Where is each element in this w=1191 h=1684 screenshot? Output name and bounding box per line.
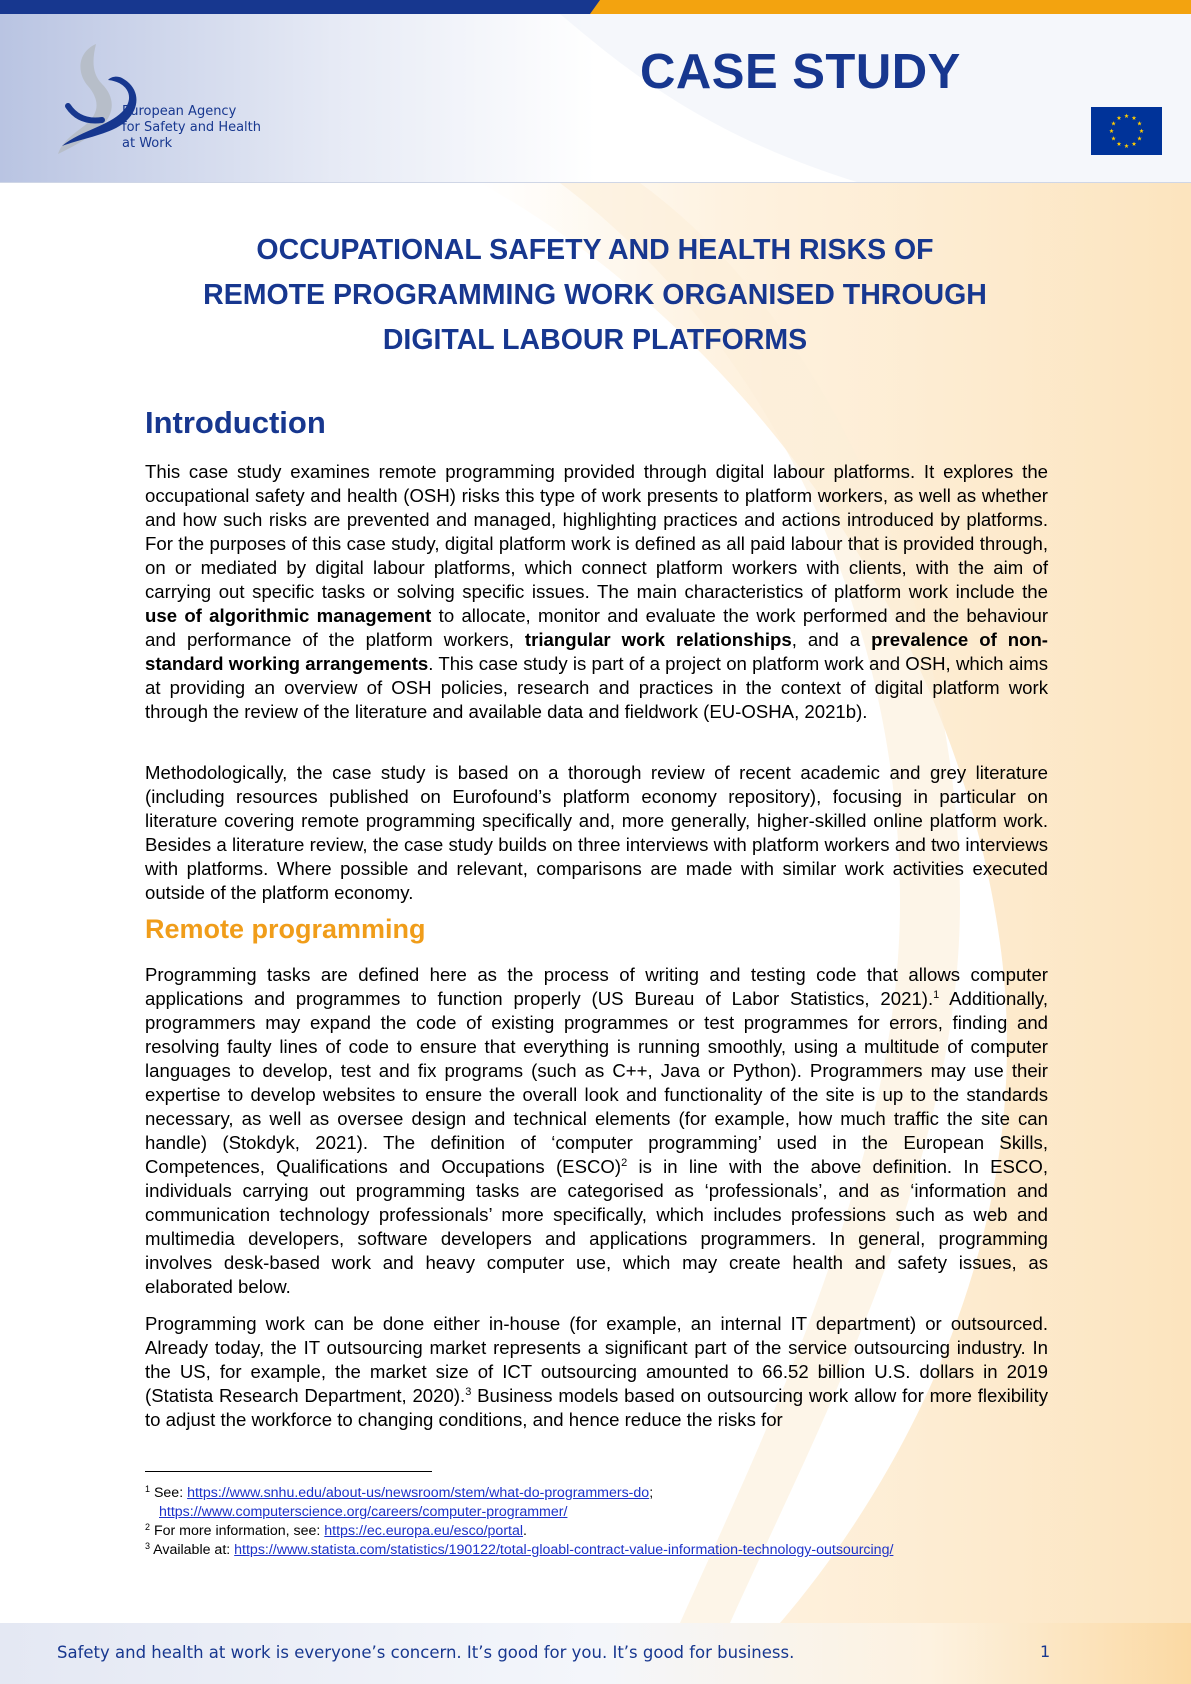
page-number: 1	[1040, 1642, 1051, 1661]
footnote-separator	[145, 1471, 432, 1472]
footnote-link[interactable]: https://www.computerscience.org/careers/computer-programmer/	[159, 1504, 568, 1520]
intro-paragraph-1	[145, 460, 1048, 724]
text-run: Programming tasks are defined here as the process of writing and testing code that allows computer applications and programmes to function properly (US Bureau of Labor Statistics, 2021).	[145, 964, 1048, 1009]
text-run: . This case study is part of a project on platform work and OSH, which aims at providing an overview of OSH policies, research and practices in the context of digital platform work through the review of the literature and available data and fieldwork (EU-OSHA, 2021b).	[145, 653, 1048, 722]
footnote-ref[interactable]: 2	[621, 1157, 628, 1169]
text-run: Programming work can be done either in-house (for example, an internal IT department) or outsourced. Already today, the IT outsourcing market represents a significant part of the service outsourcing industry. In the US, for example, the market size of ICT outsourcing amounted to 66.52 billion U.S. dollars in 2019 (Statista Research Department, 2020).	[145, 1313, 1048, 1406]
footnote-3	[145, 1541, 1045, 1560]
text-run: This case study examines remote programming provided through digital labour platforms. It explores the occupational safety and health (OSH) risks this type of work presents to platform workers, as well as whether and how such risks are prevented and managed, highlighting practices and actions introduced by platforms. For the purposes of this case study, digital platform work is defined as all paid labour that is provided through, on or mediated by digital labour platforms, which connect platform workers with clients, with the aim of carrying out specific tasks or solving specific issues. The main characteristics of platform work include the	[145, 461, 1048, 602]
text-run: , and a	[791, 629, 872, 650]
bold-term: use of algorithmic management	[145, 605, 432, 626]
footnote-1	[145, 1484, 1045, 1522]
footnote-link[interactable]: https://www.snhu.edu/about-us/newsroom/stem/what-do-programmers-do	[187, 1485, 650, 1501]
document-title	[145, 228, 1045, 363]
logo-text-line: at Work	[122, 136, 173, 151]
logo-text-line: for Safety and Health	[122, 120, 262, 135]
bold-term: prevalence of non-standard working arrangements	[145, 629, 1048, 674]
footnotes	[145, 1484, 1045, 1560]
footnote-2	[145, 1522, 1045, 1541]
footnote-number: 2	[145, 1522, 151, 1532]
remote-paragraph-2	[145, 1312, 1048, 1432]
footnote-ref[interactable]: 1	[933, 989, 940, 1001]
text-run: is in line with the above definition. In ESCO, individuals carrying out programming tasks are categorised as ‘professionals’, and as ‘information and communication technology professionals’ more specifically, which includes professions such as web and multimedia developers, software developers and applications programmers. In general, programming involves desk-based work and heavy computer use, which may create health and safety issues, as elaborated below.	[145, 1156, 1049, 1297]
logo-text	[122, 104, 262, 152]
footnote-number: 1	[145, 1484, 151, 1494]
title-line: DIGITAL LABOUR PLATFORMS	[382, 324, 808, 356]
footnote-number: 3	[145, 1541, 151, 1551]
intro-paragraph-2: Methodologically, the case study is based on a thorough review of recent academic and grey literature (including resources published on Eurofound’s platform economy repository), focusing in particular on literature covering remote programming specifically and, more generally, higher-skilled online platform work. Besides a literature review, the case study builds on three interviews with platform workers and two interviews with platforms. Where possible and relevant, comparisons are made with similar work activities executed outside of the platform economy.	[145, 762, 1048, 903]
text-run: to allocate, monitor and evaluate the work performed and the behaviour and performance of the platform workers,	[145, 605, 1049, 650]
document-type-heading: CASE STUDY	[640, 45, 961, 99]
title-line: OCCUPATIONAL SAFETY AND HEALTH RISKS OF	[256, 234, 934, 266]
remote-paragraph-1	[145, 963, 1048, 1299]
footnote-link[interactable]: https://ec.europa.eu/esco/portal	[324, 1523, 524, 1539]
title-line: REMOTE PROGRAMMING WORK ORGANISED THROUGH	[203, 279, 987, 311]
footnote-text: .	[523, 1523, 527, 1539]
footnote-text: See:	[150, 1485, 188, 1501]
footnote-text: Available at:	[150, 1542, 235, 1558]
footnote-text: ;	[649, 1485, 654, 1501]
eu-flag-icon	[1091, 107, 1162, 155]
footer-slogan: Safety and health at work is everyone’s concern. It’s good for you. It’s good for business.	[57, 1643, 795, 1662]
footnote-ref[interactable]: 3	[465, 1386, 472, 1398]
footnote-link[interactable]: https://www.statista.com/statistics/190122/total-gloabl-contract-value-information-technology-outsourcing/	[234, 1542, 894, 1558]
section-heading-remote-programming: Remote programming	[145, 914, 426, 944]
footnote-text: For more information, see:	[150, 1523, 325, 1539]
text-run: Business models based on outsourcing work allow for more flexibility to adjust the workforce to changing conditions, and hence reduce the risks for	[145, 1385, 1049, 1430]
section-heading-introduction: Introduction	[145, 405, 326, 440]
logo-text-line: European Agency	[122, 104, 237, 119]
bold-term: triangular work relationships	[524, 629, 792, 650]
top-color-bar	[0, 0, 1191, 14]
text-run: Additionally, programmers may expand the code of existing programmes or test programmes for errors, finding and resolving faulty lines of code to ensure that everything is running smoothly, using a multitude of computer languages to develop, test and fix programs (such as C++, Java or Python). Programmers may use their expertise to develop websites to ensure the overall look and functionality of the site is up to the standards necessary, as well as oversee design and technical elements (for example, how much traffic the site can handle) (Stokdyk, 2021). The definition of ‘computer programming’ used in the European Skills, Competences, Qualifications and Occupations (ESCO)	[145, 988, 1048, 1177]
